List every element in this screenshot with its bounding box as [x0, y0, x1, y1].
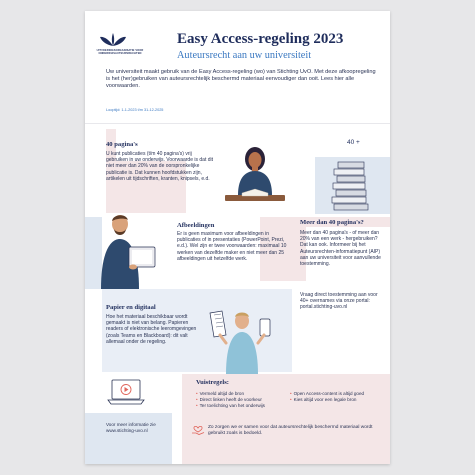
logo-text: UITVOERINGSORGANISATIE VOOR ONDERWIJSAUTEURSRECHTEN — [96, 49, 144, 56]
man-with-paper-and-phone-illustration — [190, 299, 290, 374]
book-stack-icon — [328, 161, 372, 211]
section-text-40-pages: U kunt publicaties (t/m 40 pagina's) vrij gebruiken in uw onderwijs. Voorwaarde is dat dit niet meer dan 20% van de oorspronkelijke publicatie is. Dat kunnen hoofdstukken zijn, artikelen uit tijdschriften, kranten, knipsels, e.d. — [106, 151, 214, 182]
tip-item: • Kies altijd voor een legale bron — [290, 397, 364, 403]
more-info-link[interactable]: Voor meer informatie zie www.stichting-uvo.nl — [106, 422, 156, 433]
tip-item: • Vermeld altijd de bron — [196, 391, 265, 397]
page-subtitle: Auteursrecht aan uw universiteit — [177, 50, 312, 61]
man-with-tablet-illustration — [93, 211, 163, 291]
divider — [85, 123, 390, 124]
reading-woman-illustration — [220, 137, 290, 205]
section-title-40-pages: 40 pagina's — [106, 141, 138, 148]
section-title-more-than-40: Meer dan 40 pagina's? — [300, 219, 364, 226]
page-title: Easy Access-regeling 2023 — [177, 31, 344, 47]
tip-item: • Ter toelichting van het onderwijs — [196, 403, 265, 409]
closing-text: Zo zorgen we er samen voor dat auteursrechtelijk beschermd materiaal wordt gebruikt zoals is bedoeld. — [208, 425, 373, 436]
section-text-paper-digital: Hoe het materiaal beschikbaar wordt gemaakt is niet van belang. Papieren readers of elektronische leeromgevingen (zoals Teams en Blackboard): dit valt allemaal onder de regeling. — [106, 314, 197, 345]
intro-text: Uw universiteit maakt gebruik van de Easy Access-regeling (wo) van Stichting UvO. Met deze afkoopregeling is het (her)gebruiken van auteursrechtelijk beschermd materiaal eenvoudiger dan ooit. Lees hier alle voorwaarden. — [106, 69, 376, 89]
pages-40-plus-badge: 40 + — [347, 139, 360, 146]
portal-request-text: Vraag direct toestemming aan voor 40+ overnames via onze portal: portal.stichting-uvo.nl — [300, 292, 378, 311]
tips-title: Vuistregels: — [196, 379, 229, 386]
tips-list-left — [196, 391, 265, 409]
section-title-paper-digital: Papier en digitaal — [106, 304, 156, 311]
tip-item: • Direct linken heeft de voorkeur — [196, 397, 265, 403]
poster — [85, 11, 390, 464]
tip-item: • Open Access-content is altijd goed — [290, 391, 364, 397]
leaf-logo-icon — [99, 33, 127, 47]
laptop-video-icon — [107, 378, 145, 408]
section-background — [182, 374, 390, 464]
hand-heart-icon — [191, 423, 205, 435]
tips-list-right — [290, 391, 364, 403]
section-background — [85, 413, 172, 464]
section-title-images: Afbeeldingen — [177, 222, 215, 229]
section-text-more-than-40: Meer dan 40 pagina's - of meer dan 20% van een werk - hergebruiken? Dat kan ook. Informeer bij het Auteursrechten-informatiepunt (AIP) aan uw universiteit voor aanvullende toestemming. — [300, 230, 381, 268]
section-text-images: Er is geen maximum voor afbeeldingen in publicaties of in presentaties (PowerPoint, Prezi, e.d.). Wel zijn er twee voorwaarden: maximaal 10 werken van dezelfde maker en niet meer dan 25 afbeeldingen uit hetzelfde werk. — [177, 231, 287, 262]
validity-period: Looptijd: 1-1-2023 t/m 31-12-2025 — [106, 108, 164, 112]
